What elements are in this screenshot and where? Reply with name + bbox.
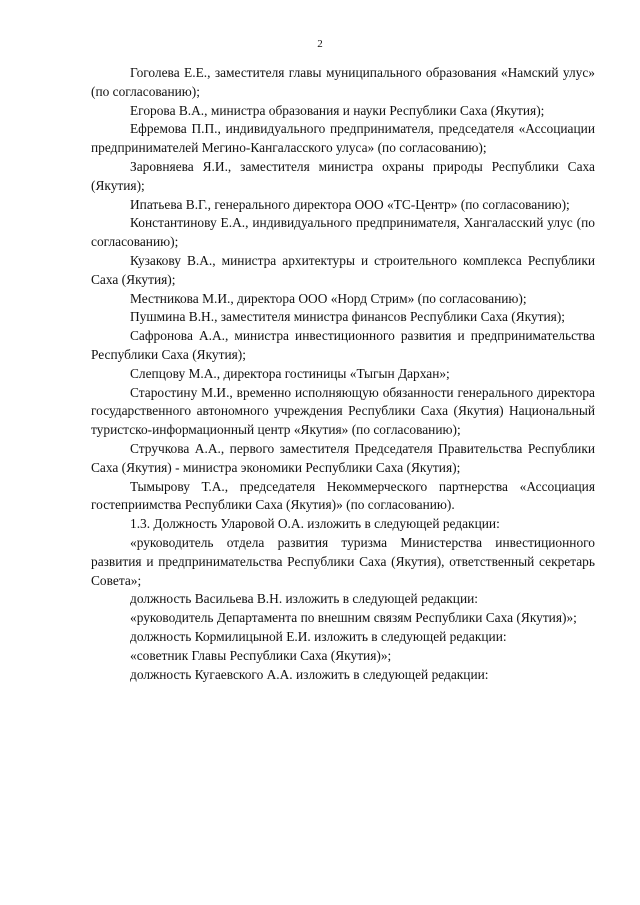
document-body [91, 64, 595, 684]
paragraph-kormilitsyna-position: «советник Главы Республики Саха (Якутия)»; [130, 647, 392, 663]
paragraph-kuzakova: Кузакову В.А., министра архитектуры и строительного комплекса Республики Саха (Якутия); [91, 252, 595, 287]
paragraph-egorov: Егорова В.А., министра образования и науки Республики Саха (Якутия); [130, 102, 545, 118]
paragraph-vasilyev-position: «руководитель Департамента по внешним связям Республики Саха (Якутия)»; [130, 610, 577, 626]
paragraph-mestnikov: Местникова М.И., директора ООО «Норд Стрим» (по согласованию); [130, 290, 527, 306]
paragraph-kormilitsyna-intro: должность Кормилицыной Е.И. изложить в следующей редакции: [130, 628, 507, 644]
page-number: 2 [317, 38, 323, 50]
paragraph-pushmin: Пушмина В.Н., заместителя министра финансов Республики Саха (Якутия); [130, 309, 566, 325]
paragraph-sleptsova: Слепцову М.А., директора гостиницы «Тыгын Дархан»; [130, 365, 450, 381]
paragraph-ipatyev: Ипатьева В.Г., генерального директора ООО «ТС-Центр» (по согласованию); [130, 196, 570, 212]
paragraph-struchkov: Стручкова А.А., первого заместителя Председателя Правительства Республики Саха (Якутия) - министра экономики Республики Саха (Якутия); [91, 440, 595, 475]
paragraph-tymyrova: Тымырову Т.А., председателя Некоммерческого партнерства «Ассоциация гостеприимства Республики Саха (Якутия)» (по согласованию). [91, 478, 595, 513]
paragraph-safronov: Сафронова А.А., министра инвестиционного развития и предпринимательства Республики Саха (Якутия); [91, 328, 595, 362]
paragraph-ularova-position: «руководитель отдела развития туризма Министерства инвестиционного развития и предпринимательства Республики Саха (Якутия), ответственный секретарь Совета»; [91, 534, 595, 588]
paragraph-starostina: Старостину М.И., временно исполняющую обязанности генерального директора государственного автономного учреждения Республики Саха (Якутия) Национальный туристско-информационный центр «Якутия» (по согласованию); [91, 384, 595, 438]
paragraph-clause-1-3: 1.3. Должность Уларовой О.А. изложить в следующей редакции: [130, 516, 500, 532]
paragraph-zarovnyaev: Заровняева Я.И., заместителя министра охраны природы Республики Саха (Якутия); [91, 158, 595, 193]
paragraph-gogoleva: Гоголева Е.Е., заместителя главы муниципального образования «Намский улус» (по согласованию); [91, 65, 595, 99]
paragraph-efremov: Ефремова П.П., индивидуального предпринимателя, председателя «Ассоциации предпринимателей Мегино-Кангаласского улуса» (по согласованию); [91, 121, 595, 156]
paragraph-konstantinova: Константинову Е.А., индивидуального предпринимателя, Хангаласский улус (по согласованию); [91, 215, 595, 250]
paragraph-kugaevsky-intro: должность Кугаевского А.А. изложить в следующей редакции: [130, 666, 489, 682]
paragraph-vasilyev-intro: должность Васильева В.Н. изложить в следующей редакции: [130, 591, 479, 607]
